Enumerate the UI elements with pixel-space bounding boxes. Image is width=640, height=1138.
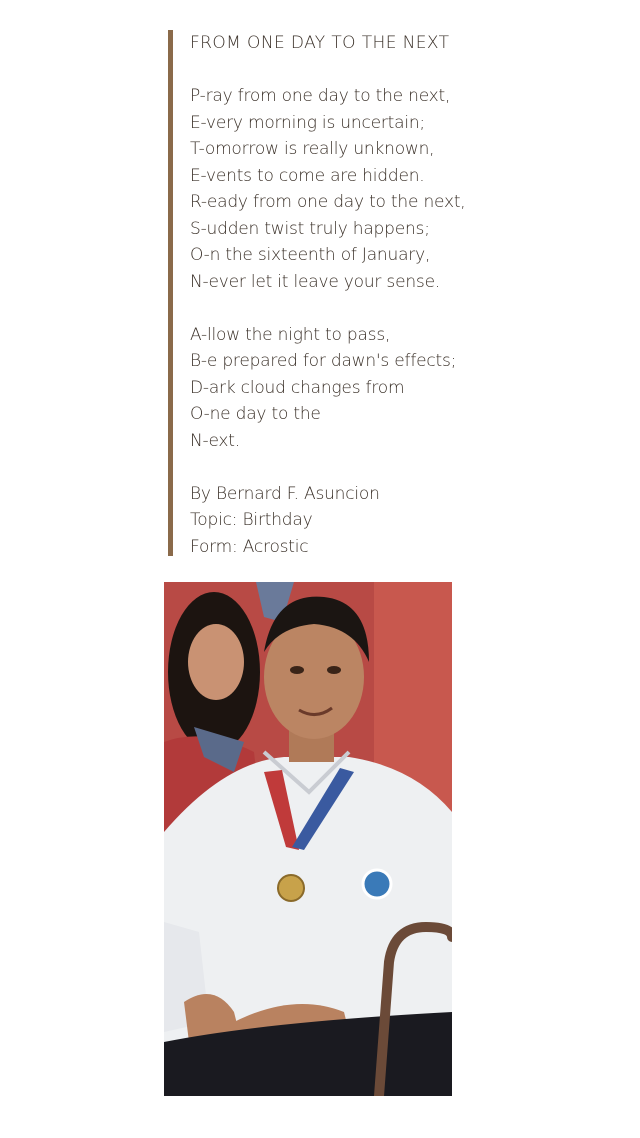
poem-line: B-e prepared for dawn's effects; bbox=[190, 351, 457, 371]
poem-line: N-ext. bbox=[190, 430, 240, 451]
poem-line: O-n the sixteenth of January, bbox=[190, 245, 431, 265]
man-right-eye bbox=[327, 666, 341, 674]
author-photo bbox=[164, 582, 452, 1096]
poem-line: R-eady from one day to the next, bbox=[190, 192, 466, 212]
poem-line: N-ever let it leave your sense. bbox=[190, 271, 441, 292]
topic-line: Topic: Birthday bbox=[190, 510, 313, 530]
poem-text bbox=[190, 30, 490, 560]
poem-stanza-2 bbox=[190, 322, 490, 455]
poem-line: E-very morning is uncertain; bbox=[190, 112, 425, 133]
background-woman-face bbox=[188, 624, 244, 700]
school-patch bbox=[363, 870, 391, 898]
poem-title: FROM ONE DAY TO THE NEXT bbox=[190, 33, 450, 53]
poem-stanza-1 bbox=[190, 83, 490, 295]
poem-line: D-ark cloud changes from bbox=[190, 377, 405, 398]
poem-credits bbox=[190, 481, 490, 561]
author-photo-illustration bbox=[164, 582, 452, 1096]
poem-line: E-vents to come are hidden. bbox=[190, 165, 425, 186]
poem-block bbox=[168, 30, 498, 556]
author-line: By Bernard F. Asuncion bbox=[190, 483, 380, 504]
man-left-eye bbox=[290, 666, 304, 674]
poem-line: P-ray from one day to the next, bbox=[190, 86, 451, 106]
poem-line: S-udden twist truly happens; bbox=[190, 218, 430, 239]
poem-line: T-omorrow is really unknown, bbox=[190, 139, 435, 159]
poem-line: O-ne day to the bbox=[190, 404, 321, 424]
form-line: Form: Acrostic bbox=[190, 536, 309, 557]
poem-line: A-llow the night to pass, bbox=[190, 324, 391, 345]
medal bbox=[278, 875, 304, 901]
poem-accent-rule bbox=[168, 30, 173, 556]
